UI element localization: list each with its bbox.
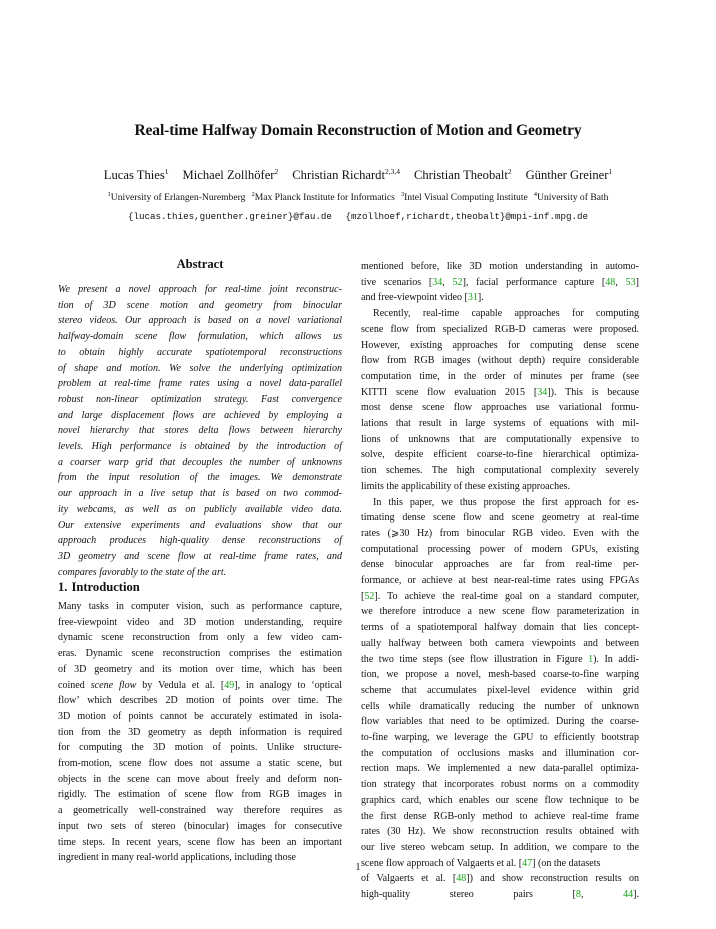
text-line: flow variables that need to be optimized. During the coarse-: [361, 716, 639, 728]
text-line: ity webcams, as well as on publicly available video data.: [58, 503, 342, 515]
text-line: 3D geometry and scene flow at real-time frame rates, and: [58, 550, 342, 562]
text-line: lions of unknowns that are computationally expensive to: [361, 433, 639, 445]
text-line: Recently, real-time capable approaches for computing: [373, 308, 639, 320]
text-line: scene flow approach of Valgaerts et al. [47] (on the datasets: [361, 857, 601, 869]
text-line: the first dense RGB-only method to achieve real-time frame: [361, 810, 639, 822]
affiliation: [251, 192, 394, 203]
citation-link[interactable]: 34: [432, 276, 443, 288]
text-line: dense binocular approaches are far from real-time per-: [361, 559, 639, 571]
text-line: ually halfway between both camera viewpoints and between: [361, 637, 639, 649]
affiliation-name: University of Erlangen-Nuremberg: [110, 192, 246, 204]
text-line: limits the applicability of these existing approaches.: [361, 480, 570, 492]
text-line: halfway-domain scene flow formulation, which allows us: [58, 331, 342, 343]
text-line: and free-viewpoint video [31].: [361, 292, 484, 304]
text-line: computation time, in the order of minutes per frame (see: [361, 370, 639, 382]
text-line: flow’ which describes 2D motion of points over time. The: [58, 695, 342, 707]
text-line: our approach in a live setup that is based on two commod-: [58, 488, 342, 500]
author-affiliation-mark: 2: [274, 167, 279, 176]
text-line: approach produces high-quality dense reconstructions of: [58, 535, 342, 547]
citation-link[interactable]: 44: [623, 889, 634, 900]
text-line: dynamic scene reconstruction from only a few video cam-: [58, 632, 342, 644]
affiliation-mark: 3: [400, 191, 405, 198]
text-line: flow from RGB images (without depth) require considerable: [361, 355, 639, 367]
citation-link[interactable]: 49: [224, 679, 235, 691]
text-line: formance, or achieve at best near-real-time rates using FPGAs: [361, 575, 639, 586]
text-line: computational processing power of modern GPUs, existing: [361, 543, 639, 555]
text-line: scene flow from specialized RGB-D cameras were proposed.: [361, 323, 639, 335]
text-line: coined scene flow by Vedula et al. [49], in analogy to ‘optical: [58, 679, 343, 691]
text-line: rates (⩾30 Hz) from binocular RGB video. Even with the: [361, 527, 639, 539]
text-line: graphics card, which enables our scene flow technique to be: [361, 794, 639, 806]
text-line: from the input resolution of the images. We demonstrate: [58, 472, 342, 484]
affiliation: [534, 192, 609, 203]
text-line: a geometrically well-constrained way therefore requires as: [58, 805, 342, 817]
text-line: tion of 3D scene motion and geometry from binocular: [58, 299, 342, 311]
text-line: rection maps. We implemented a new data-parallel optimiza-: [361, 763, 639, 775]
text-line: compares favorably to the state of the art.: [58, 566, 227, 578]
text-line: KITTI scene flow evaluation 2015 [34]). This is because: [361, 386, 640, 398]
affiliation-mark: 4: [533, 191, 538, 198]
text-line: time steps. In recent years, scene flow has been an important: [58, 836, 342, 848]
text-line: lations that result in large systems of equations with mil-: [361, 418, 639, 429]
author-name: Günther Greiner$^1$: [525, 167, 613, 183]
text-line: timating dense scene flow and scene geometry at real-time: [361, 512, 639, 524]
text-line: our live stereo webcam setup. In addition, we compare to the: [361, 841, 639, 853]
citation-link[interactable]: 8: [575, 889, 581, 900]
text-line: rigidly. The estimation of scene flow from RGB images in: [58, 789, 342, 801]
paper-title: Real-time Halfway Domain Reconstruction of Motion and Geometry: [134, 122, 582, 139]
author-affiliation-mark: 1: [164, 167, 169, 176]
text-line: tive scenarios [34, 52], facial performance capture [48, 53]: [361, 276, 639, 288]
citation-link[interactable]: 47: [522, 857, 533, 869]
email-group-2: {mzollhoef,richardt,theobalt}@mpi-inf.mpg.de: [345, 211, 589, 222]
text-line: and large displacement flows are achieved by employing a: [58, 409, 342, 421]
text-line: rates (30 Hz). We show reconstruction results obtained with: [361, 826, 639, 838]
text-line: tion from the 3D geometry as depth information is required: [58, 726, 342, 738]
text-line: high-quality stereo pairs [8, 44].: [361, 889, 639, 900]
page-number: 1: [355, 862, 361, 873]
text-line: the two time steps (see flow illustration in Figure 1). In addi-: [361, 653, 639, 665]
text-line: levels. High performance is obtained by the introduction of: [58, 441, 342, 452]
citation-link[interactable]: 34: [537, 386, 548, 398]
text-line: In this paper, we thus propose the first approach for es-: [373, 496, 639, 508]
section-heading-introduction: [58, 580, 140, 595]
text-line: from-motion, scene flow does not assume a static scene, but: [58, 758, 342, 769]
text-line: stereo videos. Our approach is based on a novel variational: [58, 315, 342, 327]
text-line: to-fine warping, we leverage the GPU to efficiently bootstrap: [361, 732, 639, 743]
text-line: of shape and motion. We solve the underlying optimization: [58, 362, 342, 374]
citation-link[interactable]: 31: [467, 292, 478, 304]
section-title: Introduction: [71, 580, 140, 594]
citation-link[interactable]: 48: [456, 873, 467, 885]
text-line: tion schemes. The high computational complexity severely: [361, 465, 639, 477]
abstract-heading: Abstract: [176, 257, 224, 271]
author-list: [0, 167, 716, 183]
text-line: novel hierarchy that stores delta flows between hierarchy: [58, 425, 342, 437]
text-line: a coarser warp grid that decouples the number of unknowns: [58, 456, 342, 468]
text-line: we therefore introduce a new scene flow parameterization in: [361, 606, 639, 618]
author-name: Michael Zollhöfer$^2$: [182, 167, 279, 183]
text-line: Our extensive experiments and evaluations show that our: [58, 519, 342, 531]
section-number: 1.: [58, 580, 68, 594]
affiliation-mark: 2: [251, 191, 255, 198]
citation-link[interactable]: 52: [452, 276, 463, 288]
affiliation-name: Max Planck Institute for Informatics: [254, 192, 395, 204]
text-line: to obtain highly accurate spatiotemporal reconstructions: [58, 346, 342, 358]
email-list: [0, 211, 716, 222]
author-name: Christian Theobalt$^2$: [413, 167, 512, 183]
author-affiliation-mark: 1: [608, 167, 613, 176]
affiliation: [108, 192, 246, 203]
author-affiliation-mark: 2: [507, 167, 512, 176]
text-line: scheme that accumulates pixel-level evidence within grid: [361, 684, 639, 696]
citation-link[interactable]: 1: [588, 653, 594, 665]
text-line: of Valgaerts et al. [48]) and show reconstruction results on: [361, 873, 639, 885]
text-line: free-viewpoint video and 3D motion understanding, require: [58, 616, 342, 628]
citation-link[interactable]: 53: [625, 276, 636, 288]
text-line: ingredient in many real-world applications, including those: [58, 852, 296, 864]
text-line: We present a novel approach for real-time joint reconstruc-: [58, 284, 342, 295]
text-line: problem at real-time frame rates using a novel data-parallel: [58, 378, 342, 390]
text-line: [52]. To achieve the real-time goal on a standard computer,: [361, 590, 639, 602]
citation-link[interactable]: 48: [605, 276, 616, 288]
author-name: Lucas Thies$^1$: [103, 167, 169, 183]
text-line: 3D motion of points cannot be accurately estimated in isola-: [58, 710, 342, 722]
author-name: Christian Richardt$^{2,3,4}$: [292, 167, 400, 183]
text-line: Many tasks in computer vision, such as performance capture,: [58, 601, 342, 612]
affiliation-name: University of Bath: [537, 192, 609, 204]
author-affiliation-mark: 2,3,4: [384, 167, 400, 176]
text-line: cells while dramatically reducing the number of unknown: [361, 700, 639, 712]
text-line: However, existing approaches for computing dense scene: [361, 339, 639, 351]
citation-link[interactable]: 52: [364, 590, 375, 602]
emphasis: scene flow: [90, 679, 137, 691]
text-line: tion, we propose a novel, mesh-based coarse-to-fine warping: [361, 669, 639, 681]
affiliation-name: Intel Visual Computing Institute: [404, 192, 528, 204]
text-line: the computation of occlusions masks and illumination cor-: [361, 747, 639, 759]
text-line: robust non-linear optimization strategy. Fast convergence: [58, 393, 342, 405]
text-line: input two sets of stereo (binocular) images for consecutive: [58, 820, 342, 832]
email-group-1: {lucas.thies,guenther.greiner}@fau.de: [127, 211, 332, 222]
text-line: most dense scene flow approaches use variational formu-: [361, 402, 639, 414]
text-line: mentioned before, like 3D motion understanding in automo-: [361, 261, 639, 272]
affiliation-list: [0, 191, 716, 203]
text-line: of 3D geometry and its motion over time, which has been: [58, 663, 342, 675]
text-line: objects in the scene can move about freely and deform non-: [58, 773, 342, 785]
text-line: eras. Dynamic scene reconstruction comprises the estimation: [58, 648, 342, 660]
text-line: terms of a spatiotemporal halfway domain that lies concept-: [361, 622, 639, 634]
text-line: tion strategy that incorporates robust norms on a commodity: [361, 779, 639, 791]
text-line: solve, despite efficient coarse-to-fine hierarchical optimiza-: [361, 449, 639, 461]
affiliation-mark: 1: [107, 191, 111, 198]
affiliation: [401, 192, 528, 203]
text-line: for computing the 3D motion of points. Unlike structure-: [58, 742, 342, 754]
